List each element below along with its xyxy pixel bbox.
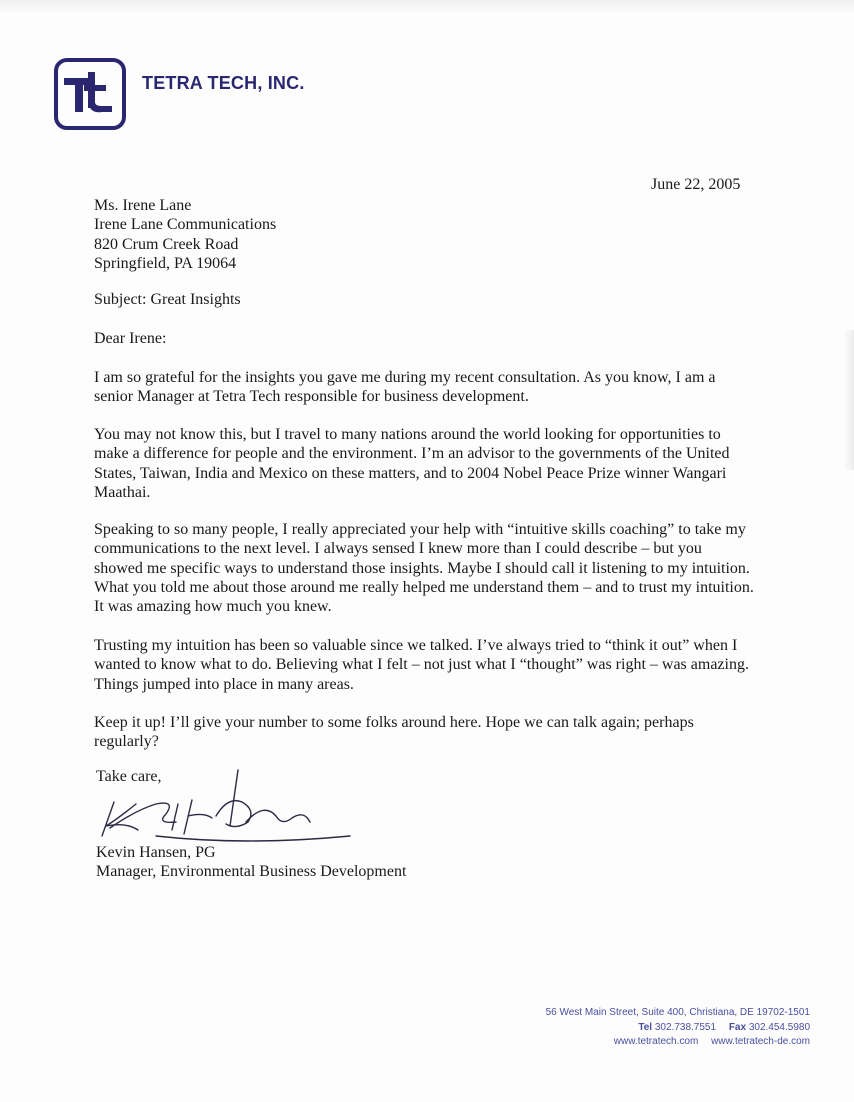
closing: Take care, <box>96 768 162 785</box>
company-name: TETRA TECH, INC. <box>142 73 305 93</box>
tel-number: 302.738.7551 <box>654 1021 717 1033</box>
letter-date: June 22, 2005 <box>651 176 741 193</box>
tetra-tech-logo <box>54 58 126 130</box>
subject-line: Subject: Great Insights <box>94 291 241 308</box>
fax-label: Fax <box>728 1021 747 1033</box>
tel-label: Tel <box>638 1021 653 1033</box>
footer-web-line <box>546 1035 810 1050</box>
recipient-company: Irene Lane Communications <box>94 216 277 234</box>
recipient-city: Springfield, PA 19064 <box>94 254 237 272</box>
letterhead-footer <box>546 1006 810 1050</box>
footer-address: 56 West Main Street, Suite 400, Christiana, DE 19702-1501 <box>545 1007 810 1018</box>
body-paragraph: Speaking to so many people, I really appreciated your help with “intuitive skills coaching” to take my communications to the next level. I always sensed I knew more than I could describe – but you showed me specific ways to understand those insights. Maybe I should call it listening to my intuition. What you told me about those around me really helped me understand them – and to trust my intuition. It was amazing how much you knew. <box>94 521 754 616</box>
signer-title: Manager, Environmental Business Development <box>96 863 407 880</box>
body-paragraph: I am so grateful for the insights you gave me during my recent consultation. As you know, I am a senior Manager at Tetra Tech responsible for business development. <box>94 369 716 406</box>
body-paragraph: Keep it up! I’ll give your number to some folks around here. Hope we can talk again; perhaps regularly? <box>94 714 694 751</box>
scan-edge-shadow <box>844 330 854 470</box>
signer-name: Kevin Hansen, PG <box>96 844 216 861</box>
salutation: Dear Irene: <box>94 330 167 347</box>
scan-top-shadow <box>0 0 854 14</box>
website-link-de[interactable]: www.tetratech-de.com <box>711 1036 810 1047</box>
recipient-address <box>94 196 276 273</box>
handwritten-signature <box>96 764 356 864</box>
body-paragraph: Trusting my intuition has been so valuable since we talked. I’ve always tried to “think it out” when I wanted to know what to do. Believing what I felt – not just what I “thought” was right – was amazing. Things jumped into place in many areas. <box>94 637 749 693</box>
body-paragraph: You may not know this, but I travel to many nations around the world looking for opportunities to make a difference for people and the environment. I’m an advisor to the governments of the United States, Taiwan, India and Mexico on these matters, and to 2004 Nobel Peace Prize winner Wangari Maathai. <box>94 426 730 501</box>
fax-number: 302.454.5980 <box>748 1021 810 1033</box>
website-link[interactable]: www.tetratech.com <box>613 1036 699 1047</box>
footer-phone-line <box>546 1021 810 1036</box>
recipient-name: Ms. Irene Lane <box>94 197 192 214</box>
recipient-street: 820 Crum Creek Road <box>94 235 239 253</box>
